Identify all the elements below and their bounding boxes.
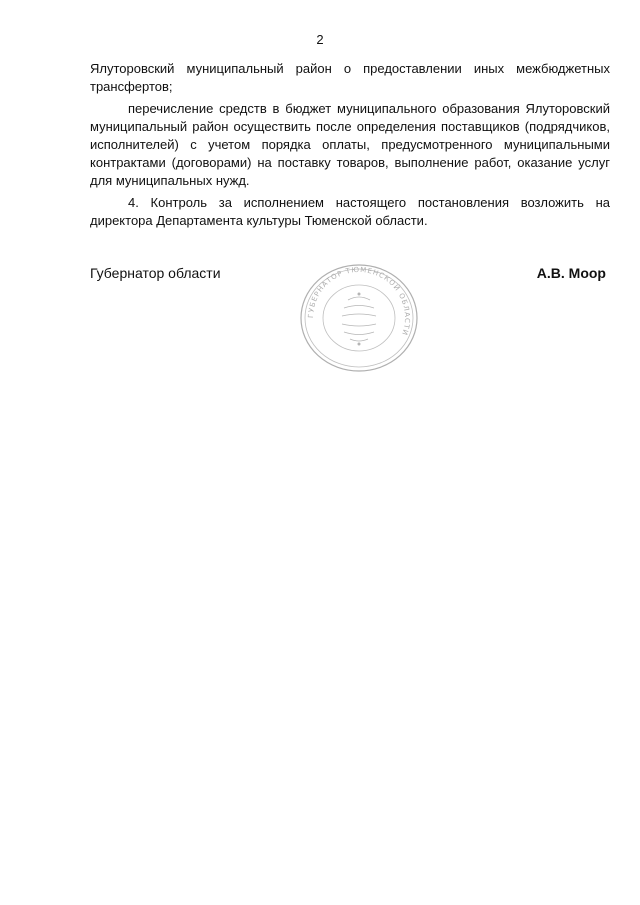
paragraph-control: 4. Контроль за исполнением настоящего постановления возложить на директора Департамента культуры Тюменской области. (90, 195, 610, 228)
document-body (90, 60, 610, 234)
seal-ring-text: ГУБЕРНАТОР ТЮМЕНСКОЙ ОБЛАСТИ (306, 265, 412, 337)
paragraph-continuation: Ялуторовский муниципальный район о предоставлении иных межбюджетных трансфертов; (90, 61, 610, 94)
paragraph-transfer: перечисление средств в бюджет муниципального образования Ялуторовский муниципальный район осуществить после определения поставщиков (подрядчиков, исполнителей) с учетом порядка оплаты, предусмотренного муниципальными контрактами (договорами) на поставку товаров, выполнение работ, оказание услуг для муниципальных нужд. (90, 101, 610, 188)
signatory-title: Губернатор области (90, 265, 221, 281)
signatory-name: А.В. Моор (536, 265, 606, 281)
official-seal-icon (298, 262, 420, 374)
page-number: 2 (316, 32, 324, 47)
